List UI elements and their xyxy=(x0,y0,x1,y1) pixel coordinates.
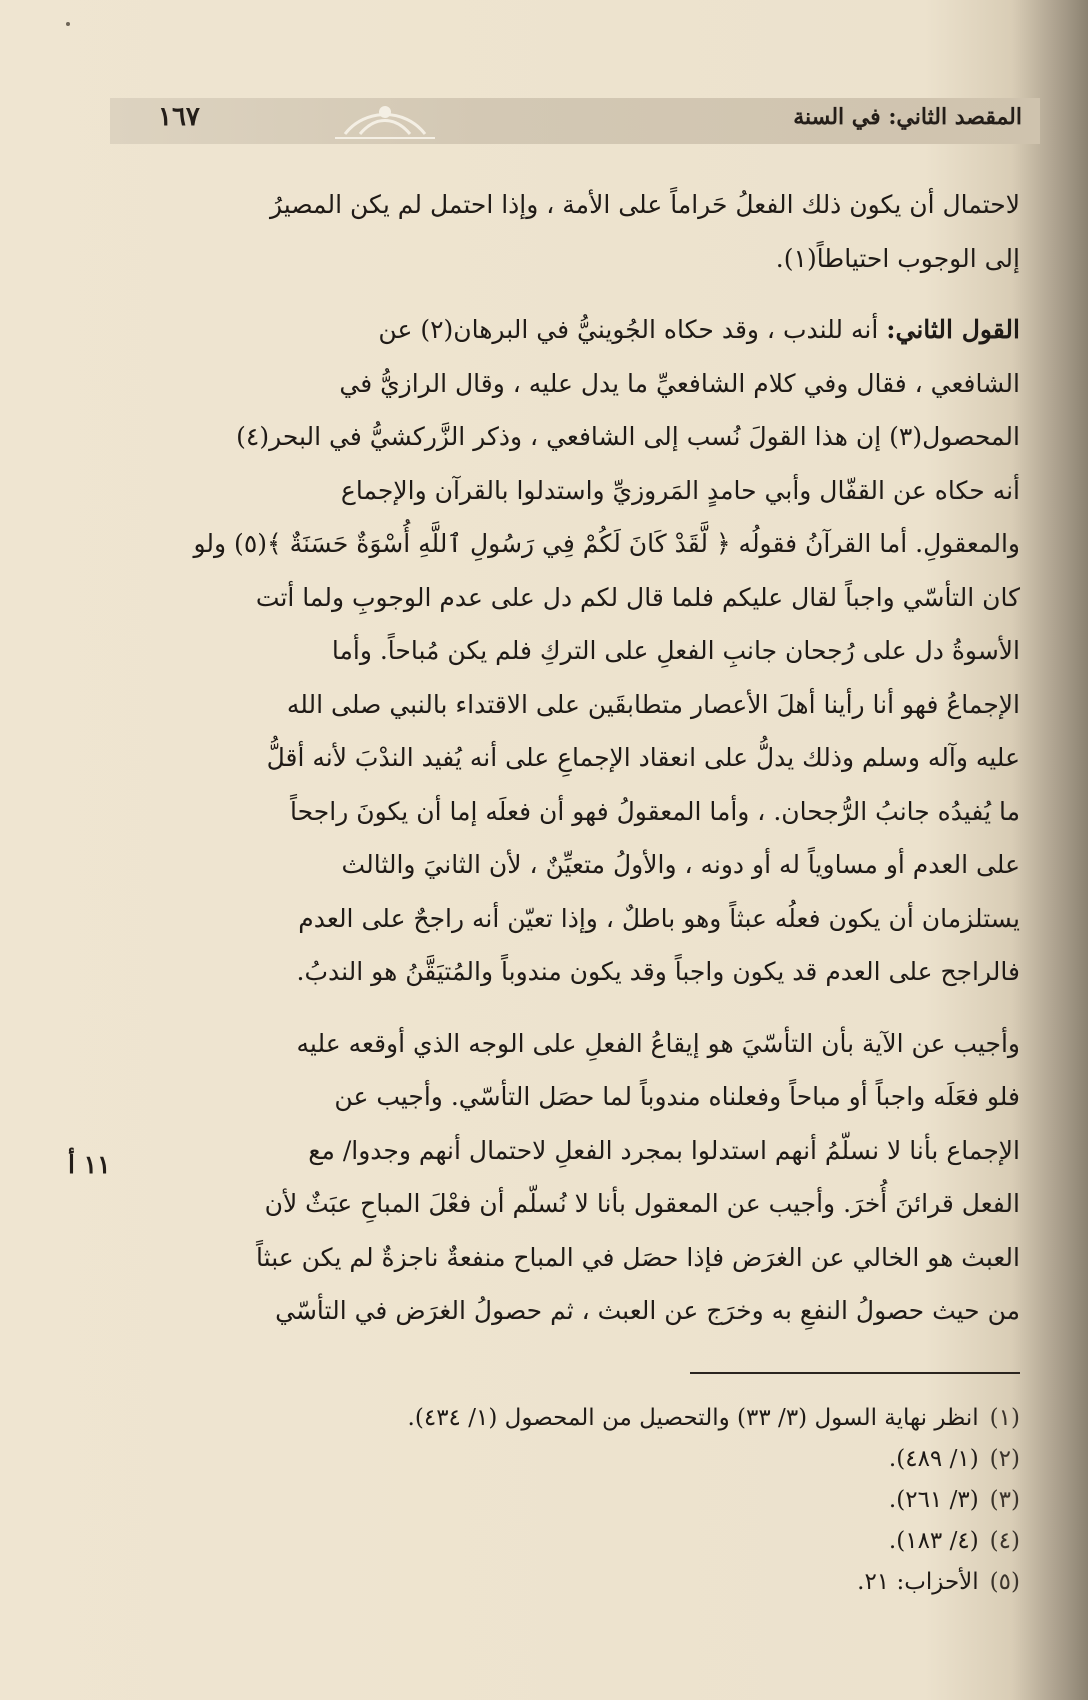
text-line: عليه وآله وسلم وذلك يدلُّ على انعقاد الإجماعِ على أنه يُفيد الندْبَ لأنه أقلُّ xyxy=(266,743,1020,772)
text-line: وأجيب عن الآية بأن التأسّيَ هو إيقاعُ الفعلِ على الوجه الذي أوقعه عليه xyxy=(296,1028,1020,1058)
text-line: ما يُفيدُه جانبُ الرُّجحان. ، وأما المعقولُ فهو أن فعلَه إما أن يكونَ راجحاً xyxy=(290,796,1020,826)
text-line: كان التأسّي واجباً لقال عليكم فلما قال لكم دل على عدم الوجوبِ ولما أتت xyxy=(255,582,1020,612)
main-text xyxy=(150,178,1020,1338)
text-line: لاحتمال أن يكون ذلك الفعلُ حَراماً على الأمة ، وإذا احتمل لم يكن المصيرُ xyxy=(270,190,1020,219)
footnote-text: (٤/ ١٨٣). xyxy=(888,1528,979,1554)
text-line: القول الثاني: أنه للندب ، وقد حكاه الجُوينيُّ في البرهان(٢) عن xyxy=(378,315,1020,344)
running-header xyxy=(110,98,1040,144)
footnote-item xyxy=(300,1521,1020,1562)
footnotes xyxy=(300,1398,1020,1603)
footnote-item xyxy=(300,1398,1020,1439)
text-line: فالراجح على العدم قد يكون واجباً وقد يكون مندوباً والمُتيَقَّنُ هو الندبُ. xyxy=(296,957,1020,986)
footnote-mark: (٣) xyxy=(989,1487,1020,1513)
text-line: على العدم أو مساوياً له أو دونه ، والأولُ متعيِّنٌ ، لأن الثانيَ والثالث xyxy=(341,850,1020,879)
footnote-item xyxy=(300,1480,1020,1521)
footnote-text: انظر نهاية السول (٣/ ٣٣) والتحصيل من المحصول (١/ ٤٣٤). xyxy=(407,1405,979,1431)
footnote-text: (٣/ ٢٦١). xyxy=(888,1487,979,1513)
page-speck xyxy=(66,22,70,26)
footnote-mark: (٥) xyxy=(989,1569,1020,1595)
text-line: إلى الوجوب احتياطاً(١). xyxy=(775,243,1020,273)
footnote-separator xyxy=(690,1372,1020,1374)
text-line: والمعقولِ. أما القرآنُ فقولُه ﴿ لَّقَدْ كَانَ لَكُمْ فِي رَسُولِ ٱللَّهِ أُسْوَةٌ حَسَنَةٌ ﴾(٥) ولو xyxy=(193,529,1020,558)
text-line: أنه حكاه عن القفّال وأبي حامدٍ المَروزيِّ واستدلوا بالقرآن والإجماع xyxy=(340,475,1020,505)
header-title: المقصد الثاني: في السنة xyxy=(793,104,1022,130)
header-ornament-icon xyxy=(325,98,445,144)
footnote-item xyxy=(300,1439,1020,1480)
footnote-item xyxy=(300,1562,1020,1603)
footnote-text: الأحزاب: ٢١. xyxy=(857,1569,979,1595)
text-line: الإجماعُ فهو أنا رأينا أهلَ الأعصار متطابقَين على الاقتداء بالنبي صلى الله xyxy=(286,689,1020,719)
text-line: الإجماع بأنا لا نسلّمُ أنهم استدلوا بمجرد الفعلِ لاحتمال أنهم وجدوا/ مع xyxy=(308,1135,1020,1165)
text-line: فلو فعَلَه واجباً أو مباحاً وفعلناه مندوباً لما حصَل التأسّي. وأجيب عن xyxy=(334,1082,1020,1111)
text-line: العبث هو الخالي عن الغرَض فإذا حصَل في المباح منفعةٌ ناجزةٌ لم يكن عبثاً xyxy=(256,1242,1020,1272)
text-line: الشافعي ، فقال وفي كلام الشافعيِّ ما يدل عليه ، وقال الرازيُّ في xyxy=(339,368,1020,398)
text-line: الفعل قرائنَ أُخرَ. وأجيب عن المعقول بأنا لا نُسلّم أن فعْلَ المباحِ عبَثٌ لأن xyxy=(264,1189,1020,1218)
footnote-mark: (٤) xyxy=(989,1528,1020,1554)
text-line: المحصول(٣) إن هذا القولَ نُسب إلى الشافعي ، وذكر الزَّركشيُّ في البحر(٤) xyxy=(236,422,1020,451)
page-number: ١٦٧ xyxy=(158,102,200,132)
footnote-text: (١/ ٤٨٩). xyxy=(888,1446,979,1472)
text-line: الأسوةُ دل على رُجحان جانبِ الفعلِ على التركِ فلم يكن مُباحاً. وأما xyxy=(331,636,1020,665)
text-line: من حيث حصولُ النفعِ به وخرَج عن العبث ، ثم حصولُ الغرَض في التأسّي xyxy=(275,1296,1020,1325)
footnote-mark: (٢) xyxy=(989,1446,1020,1472)
text-line: يستلزمان أن يكون فعلُه عبثاً وهو باطلٌ ، وإذا تعيّن أنه راجحٌ على العدم xyxy=(298,903,1020,933)
footnote-mark: (١) xyxy=(989,1405,1020,1431)
section-heading-inline: القول الثاني: xyxy=(886,315,1020,344)
manuscript-folio-note: ١١ أ xyxy=(68,1150,111,1179)
